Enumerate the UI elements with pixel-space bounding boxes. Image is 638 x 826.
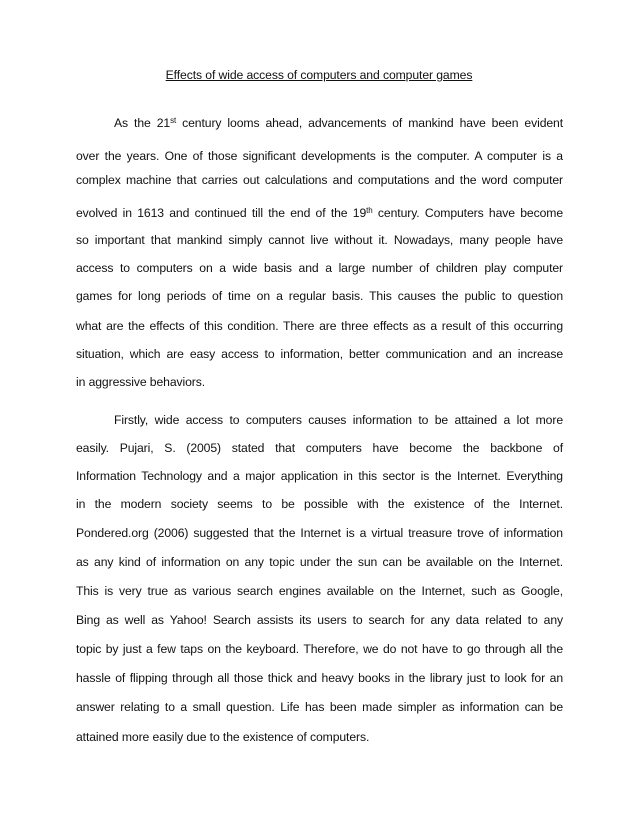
paragraph-2-line-2: easily. Pujari, S. (2005) stated that computers have become the backbone of [76,441,563,455]
paragraph-2-line-11: answer relating to a small question. Life has been made simpler as information can be [76,700,563,714]
paragraph-1-line-2: over the years. One of those significant developments is the computer. A computer is a [76,149,563,163]
paragraph-1-line-10: in aggressive behaviors. [76,375,206,389]
paragraph-2-line-4: in the modern society seems to be possible with the existence of the Internet. [76,497,563,511]
paragraph-1-line-7: games for long periods of time on a regular basis. This causes the public to question [76,289,563,303]
paragraph-2-line-5: Pondered.org (2006) suggested that the Internet is a virtual treasure trove of information [76,526,563,540]
paragraph-1-line-5: so important that mankind simply cannot live without it. Nowadays, many people have [76,233,563,247]
document-title: Effects of wide access of computers and computer games [165,68,473,82]
paragraph-1-line-6: access to computers on a wide basis and a large number of children play computer [76,261,563,275]
paragraph-1-line-1: As the 21st century looms ahead, advancements of mankind have been evident [114,116,564,130]
paragraph-2-line-10: hassle of flipping through all those thick and heavy books in the library just to look for an [76,671,563,685]
paragraph-1-line-8: what are the effects of this condition. There are three effects as a result of this occurring [76,319,563,333]
paragraph-2-line-8: Bing as well as Yahoo! Search assists its users to search for any data related to any [76,613,563,627]
paragraph-2-line-1: Firstly, wide access to computers causes information to be attained a lot more [114,413,563,427]
paragraph-2-line-9: topic by just a few taps on the keyboard. Therefore, we do not have to go through all the [76,642,563,656]
paragraph-1-line-4: evolved in 1613 and continued till the end of the 19th century. Computers have become [76,206,563,220]
paragraph-1-line-9: situation, which are easy access to information, better communication and an increase [76,347,563,361]
paragraph-2-line-6: as any kind of information on any topic under the sun can be available on the Internet. [76,555,563,569]
paragraph-1-line-3: complex machine that carries out calculations and computations and the word computer [76,173,563,187]
paragraph-2-line-7: This is very true as various search engines available on the Internet, such as Google, [76,584,563,598]
paragraph-2-line-3: Information Technology and a major application in this sector is the Internet. Everything [76,469,563,483]
paragraph-2-line-12: attained more easily due to the existence of computers. [76,730,370,744]
